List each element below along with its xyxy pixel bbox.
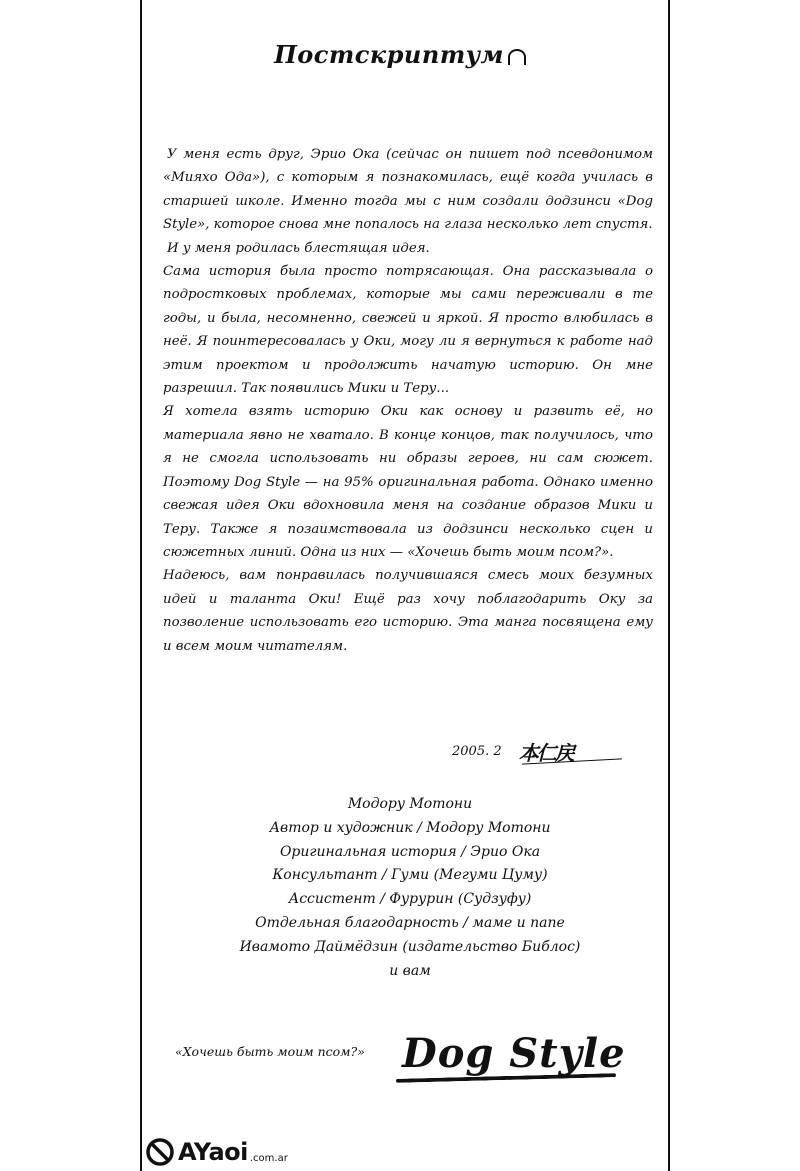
closing-quote: «Хочешь быть моим псом?» bbox=[175, 1044, 365, 1059]
signature-date: 2005. 2 bbox=[452, 744, 502, 759]
scanlation-watermark bbox=[145, 1135, 288, 1169]
credit-line: Оригинальная история / Эрио Ока bbox=[279, 843, 541, 860]
no-symbol-icon bbox=[145, 1137, 175, 1167]
credits-block bbox=[170, 793, 650, 983]
signature-name: 本仁戻 bbox=[518, 741, 573, 765]
credit-line: Автор и художник / Модору Мотони bbox=[269, 819, 551, 836]
credit-line: и вам bbox=[389, 962, 431, 979]
page-title bbox=[0, 40, 800, 69]
watermark-brand: AYaoi bbox=[178, 1138, 248, 1166]
credit-line: Ивамото Даймёдзин (издательство Библос) bbox=[239, 938, 581, 955]
doodle-icon bbox=[508, 49, 526, 65]
paragraph: У меня есть друг, Эрио Ока (сейчас он пишет под псевдонимом «Мияхо Ода»), с которым я познакомилась, ещё когда училась в старшей школе. Именно тогда мы с ним создали додзинси «Dog Style», которое снова мне попалось на глаза несколько лет спустя. bbox=[163, 147, 653, 233]
author-signature bbox=[452, 737, 652, 766]
paragraph: Надеюсь, вам понравилась получившаяся смесь моих безумных идей и таланта Оки! Ещё раз хочу поблагодарить Оку за позволение использовать его историю. Эта манга посвящена ему и всем моим читателям. bbox=[163, 568, 653, 654]
watermark-domain: .com.ar bbox=[249, 1153, 288, 1164]
paragraph: Сама история была просто потрясающая. Она рассказывала о подростковых проблемах, которые мы сами переживали в те годы, и была, несомненно, свежей и яркой. Я просто влюбилась в неё. Я поинтересовалась у Оки, могу ли я вернуться к работе над этим проектом и продолжить начатую историю. Он мне разрешил. Так появились Мики и Теру... bbox=[163, 264, 653, 397]
title-text: Постскриптум bbox=[274, 40, 504, 69]
credit-line: Отдельная благодарность / маме и папе bbox=[255, 914, 565, 931]
credit-line: Консультант / Гуми (Мегуми Цуму) bbox=[272, 867, 548, 884]
paragraph: И у меня родилась блестящая идея. bbox=[167, 240, 430, 256]
credit-line: Ассистент / Фурурин (Судзуфу) bbox=[288, 891, 532, 908]
paragraph: Я хотела взять историю Оки как основу и развить её, но материала явно не хватало. В конце концов, так получилось, что я не смогла использовать ни образы героев, ни сам сюжет. Поэтому Dog Style — на 95% оригинальная работа. Однако именно свежая идея Оки вдохновила меня на создание образов Мики и Теру. Также я позаимствовала из додзинси несколько сцен и сюжетных линий. Одна из них — «Хочешь быть моим псом?». bbox=[163, 404, 653, 560]
afterword-text bbox=[163, 143, 653, 658]
credit-line: Модору Мотони bbox=[347, 796, 473, 812]
series-logo: Dog Style bbox=[402, 1030, 626, 1077]
